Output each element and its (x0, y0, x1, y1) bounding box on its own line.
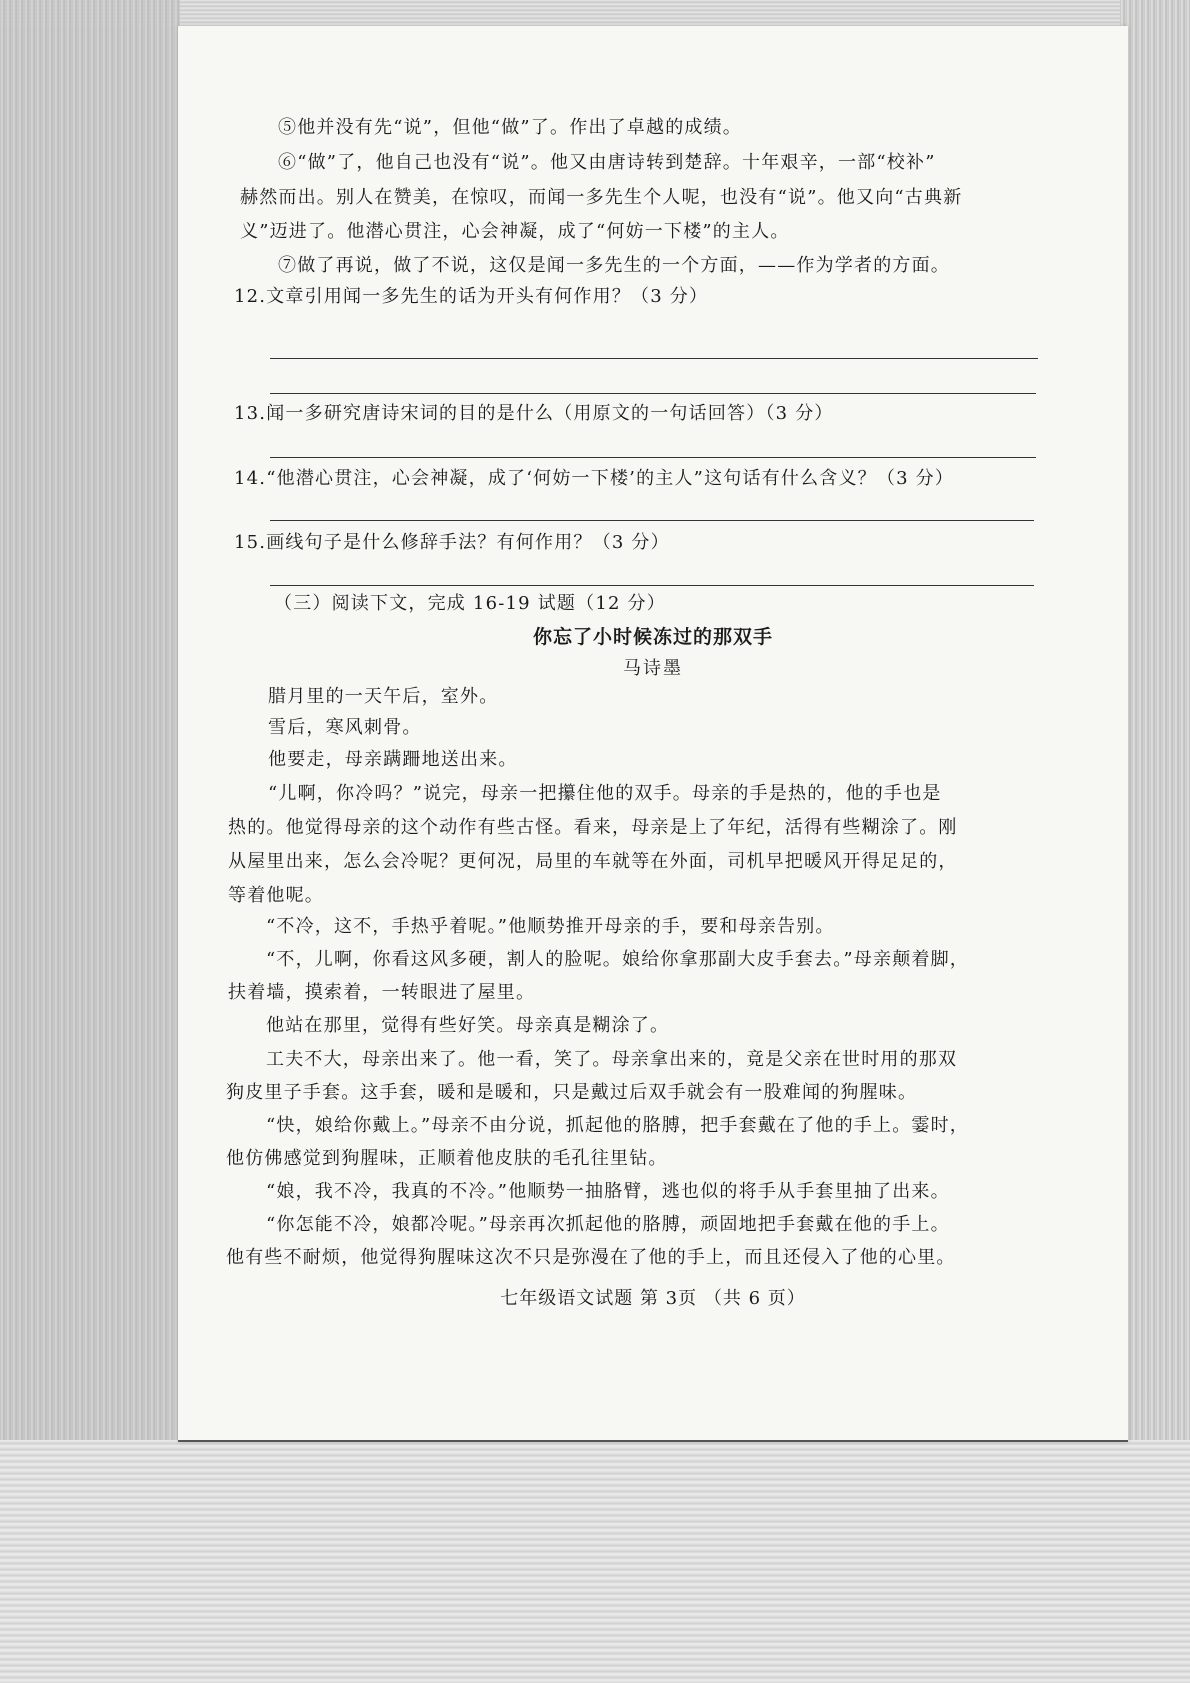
answer-line-12a[interactable] (270, 358, 1038, 359)
question-12: 12.文章引用闻一多先生的话为开头有何作用？（3 分） (234, 286, 709, 307)
paragraph-6-line-1: ⑥“做”了，他自己也没有“说”。他又由唐诗转到楚辞。十年艰辛，一部“校补” (278, 152, 936, 173)
question-14: 14.“他潜心贯注，心会神凝，成了‘何妨一下楼’的主人”这句话有什么含义？（3 分） (234, 468, 955, 489)
paragraph-5: ⑤他并没有先“说”，但他“做”了。作出了卓越的成绩。 (278, 117, 743, 138)
story-line-6: 从屋里出来，怎么会冷呢？更何况，局里的车就等在外面，司机早把暖风开得足足的， (228, 851, 958, 872)
story-line-16: “娘，我不冷，我真的不冷。”他顺势一抽胳臂，逃也似的将手从手套里抽了出来。 (266, 1181, 950, 1202)
scan-edge-bottom (0, 1440, 1190, 1683)
page-footer: 七年级语文试题 第 3页 （共 6 页） (500, 1288, 806, 1309)
paragraph-7: ⑦做了再说，做了不说，这仅是闻一多先生的一个方面，——作为学者的方面。 (278, 255, 950, 276)
story-line-1: 腊月里的一天午后，室外。 (268, 686, 499, 707)
story-line-8: “不冷，这不，手热乎着呢。”他顺势推开母亲的手，要和母亲告别。 (266, 916, 835, 937)
story-author: 马诗墨 (623, 658, 683, 679)
story-line-11: 他站在那里，觉得有些好笑。母亲真是糊涂了。 (266, 1015, 670, 1036)
section-3-heading: （三）阅读下文，完成 16-19 试题（12 分） (274, 593, 666, 614)
exam-page (178, 26, 1128, 1442)
paragraph-6-line-3: 义”迈进了。他潜心贯注，心会神凝，成了“何妨一下楼”的主人。 (240, 221, 790, 242)
story-line-14: “快，娘给你戴上。”母亲不由分说，抓起他的胳膊，把手套戴在了他的手上。霎时， (266, 1115, 970, 1136)
story-line-10: 扶着墙，摸索着，一转眼进了屋里。 (228, 982, 536, 1003)
story-line-12: 工夫不大，母亲出来了。他一看，笑了。母亲拿出来的，竟是父亲在世时用的那双 (266, 1049, 958, 1070)
story-line-2: 雪后，寒风刺骨。 (268, 717, 422, 738)
story-line-5: 热的。他觉得母亲的这个动作有些古怪。看来，母亲是上了年纪，活得有些糊涂了。刚 (228, 817, 958, 838)
paragraph-6-line-2: 赫然而出。别人在赞美，在惊叹，而闻一多先生个人呢，也没有“说”。他又向“古典新 (240, 187, 963, 208)
question-13: 13.闻一多研究唐诗宋词的目的是什么（用原文的一句话回答）（3 分） (234, 403, 834, 424)
story-line-7: 等着他呢。 (228, 885, 324, 906)
story-line-15: 他仿佛感觉到狗腥味，正顺着他皮肤的毛孔往里钻。 (226, 1148, 668, 1169)
answer-line-13[interactable] (270, 457, 1036, 458)
answer-line-14[interactable] (270, 520, 1034, 521)
scan-edge-left (0, 0, 180, 1683)
story-line-13: 狗皮里子手套。这手套，暖和是暖和，只是戴过后双手就会有一股难闻的狗腥味。 (226, 1082, 918, 1103)
answer-line-15[interactable] (270, 585, 1034, 586)
story-title: 你忘了小时候冻过的那双手 (532, 626, 773, 648)
story-line-9: “不，儿啊，你看这风多硬，割人的脸呢。娘给你拿那副大皮手套去。”母亲颠着脚， (266, 949, 970, 970)
story-line-17: “你怎能不冷，娘都冷呢。”母亲再次抓起他的胳膊，顽固地把手套戴在他的手上。 (266, 1214, 950, 1235)
story-line-4: “儿啊，你冷吗？”说完，母亲一把攥住他的双手。母亲的手是热的，他的手也是 (268, 783, 942, 804)
answer-line-12b[interactable] (270, 393, 1036, 394)
question-15: 15.画线句子是什么修辞手法？有何作用？（3 分） (234, 532, 670, 553)
story-line-18: 他有些不耐烦，他觉得狗腥味这次不只是弥漫在了他的手上，而且还侵入了他的心里。 (226, 1247, 956, 1268)
scan-edge-right (1120, 0, 1190, 1683)
story-line-3: 他要走，母亲蹒跚地送出来。 (268, 749, 518, 770)
